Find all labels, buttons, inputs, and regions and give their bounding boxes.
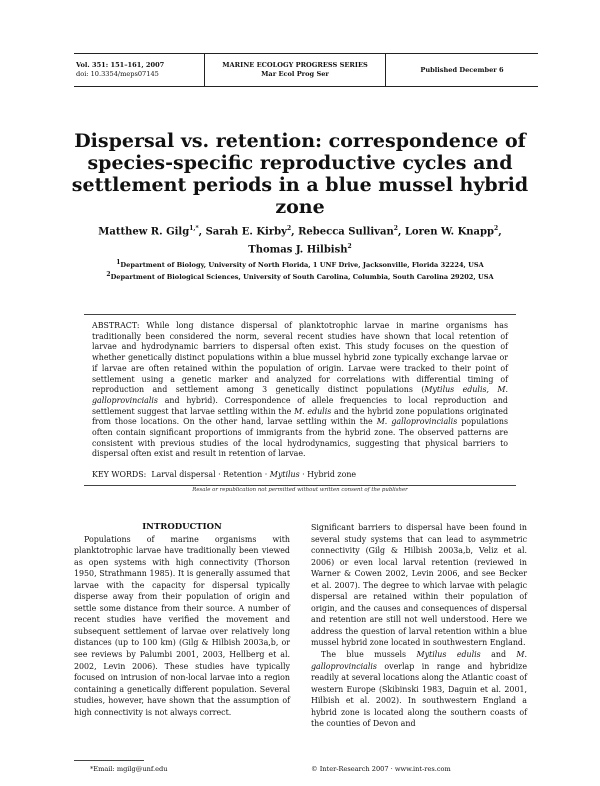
abstract-text: and the hybrid zone populations originated from those locations. On the other hand, larvae settling within the (92, 406, 508, 427)
header-volume-box (74, 54, 205, 86)
author-sup: 2 (494, 225, 499, 232)
published-date: Published December 6 (420, 65, 504, 74)
header-published-box (386, 54, 538, 86)
author-sup: 1,* (189, 225, 199, 232)
keywords-text: · Hybrid zone (299, 470, 357, 479)
author-sep: , (397, 226, 405, 238)
journal-abbrev: Mar Ecol Prog Ser (261, 70, 329, 78)
affiliation-text: Department of Biology, University of North Florida, 1 UNF Drive, Jacksonville, Florida 32224, USA (120, 261, 484, 270)
author-sep: , (498, 226, 502, 238)
journal-name: MARINE ECOLOGY PROGRESS SERIES (222, 61, 368, 69)
volume-info: Vol. 351: 151–161, 2007 (76, 61, 165, 69)
abstract (92, 321, 508, 460)
author-sup: 2 (286, 225, 292, 232)
species-name: M. edulis (294, 406, 332, 416)
resale-notice: Resale or republication not permitted without written consent of the publisher (192, 487, 408, 493)
paragraph: Populations of marine organisms with planktotrophic larvae have traditionally been viewed as open systems with high connectivity (Thorson 1950, Strathmann 1985). It is generally assumed that larvae with the capacity for dispersal typically disperse away from their population of origin and settle some distance from their source. A number of recent studies have verified the movement and subsequent settlement of larvae over relatively long distances (up to 100 km) (Gilg & Hilbish 2003a,b, or see reviews by Palumbi 2001, 2003, Hellberg et al. 2002, Levin 2006). These studies have typically focused on intrusion of non-local larvae into a region containing a genetically different population. Several studies, however, have shown that the assumption of high connectivity is not always correct. (74, 534, 290, 717)
author-sep: , (291, 226, 299, 238)
author-name: Rebecca Sullivan (298, 226, 394, 238)
paragraph: Significant barriers to dispersal have been found in several study systems that can lead to asymmetric connectivity (Gilg & Hilbish 2003a,b, Veliz et al. 2006) or even local larval retention (reviewed in Warner & Cowen 2002, Levin 2006, and see Becker et al. 2007). The degree to which larvae with pelagic dispersal are retained within their population of origin, and the causes and consequences of dispersal and retention are still not well understood. Here we address the question of larval retention within a blue mussel hybrid zone located in southwestern England. (311, 523, 527, 648)
keywords-label: KEY WORDS: (92, 470, 147, 479)
author-sep: , (198, 226, 206, 238)
species-name: M. galloprovincialis (311, 650, 528, 671)
affiliations (60, 258, 540, 282)
paragraph-text: and (480, 650, 517, 660)
keywords-genus: Mytilus (269, 470, 300, 479)
paragraph (311, 649, 527, 730)
corresponding-email: *Email: mgilg@unf.edu (90, 765, 168, 773)
abstract-text: and hybrid). Correspondence of allele frequencies to local reproduction and settlement suggest that larvae settling within the (92, 395, 508, 416)
paragraph-text: overlap in range and hybridize readily at several locations along the Atlantic coast of western Europe (Skibinski 1983, Daguin et al. 2001, Hilbish et al. 2002). In southwestern England a hybrid zone is located along the southern coasts of the counties of Devon and (311, 661, 527, 729)
author-name: Loren W. Knapp (404, 226, 495, 238)
keywords-text: Larval dispersal · Retention · (151, 470, 270, 479)
author-list (80, 221, 520, 258)
species-name: Mytilus edulis, M. galloprovincialis (92, 385, 508, 405)
species-name: M. galloprovincialis (376, 417, 458, 427)
left-column (74, 522, 290, 718)
paragraph-text: The blue mussels (321, 650, 417, 660)
author-name: Sarah E. Kirby (205, 226, 287, 238)
author-name: Thomas J. Hilbish (248, 244, 348, 256)
abstract-bottom-rule (84, 485, 516, 486)
affiliation-1 (60, 258, 540, 270)
doi: doi: 10.3354/meps07145 (76, 70, 159, 78)
affiliation-2 (60, 270, 540, 282)
right-column (311, 522, 527, 730)
paper-title: Dispersal vs. retention: correspondence of species-specific reproductive cycles and settlement periods in a blue mussel hybrid zone (71, 130, 529, 218)
abstract-top-rule (84, 314, 516, 315)
affiliation-text: Department of Biological Sciences, University of South Carolina, Columbia, South Carolina 29202, USA (110, 273, 494, 282)
author-sup: 2 (393, 225, 398, 232)
journal-header (74, 53, 538, 87)
abstract-label: ABSTRACT: (92, 321, 140, 330)
header-journal-box (205, 54, 386, 86)
affiliation-num: 2 (106, 271, 111, 279)
affiliation-num: 1 (116, 259, 121, 266)
copyright-notice: © Inter-Research 2007 · www.int-res.com (311, 765, 451, 773)
keywords (92, 470, 508, 480)
author-sup: 2 (347, 243, 352, 251)
abstract-text: While long distance dispersal of planktotrophic larvae in marine organisms has traditionally been considered the norm, several recent studies have shown that local retention of larvae and hydrodynamic barriers to dispersal often exist. This study focuses on the question of whether genetically distinct populations within a blue mussel hybrid zone typically exchange larvae or if larvae are often retained within the population of origin. Larvae were tracked to their point of settlement using a genetic marker and analyzed for correlations with differential timing of reproduction and settlement among 3 genetically distinct populations ( (92, 321, 509, 395)
abstract-text: populations often contain significant proportions of immigrants from the hybrid zone. The observed patterns are consistent with previous studies of the local hydrodynamics, suggesting that physical barriers to dispersal often exist and result in retention of larvae. (92, 417, 508, 459)
author-name: Matthew R. Gilg (98, 226, 190, 238)
species-name: Mytilus edulis (416, 650, 481, 660)
footnote-rule (74, 760, 144, 761)
section-heading: INTRODUCTION (142, 522, 222, 532)
